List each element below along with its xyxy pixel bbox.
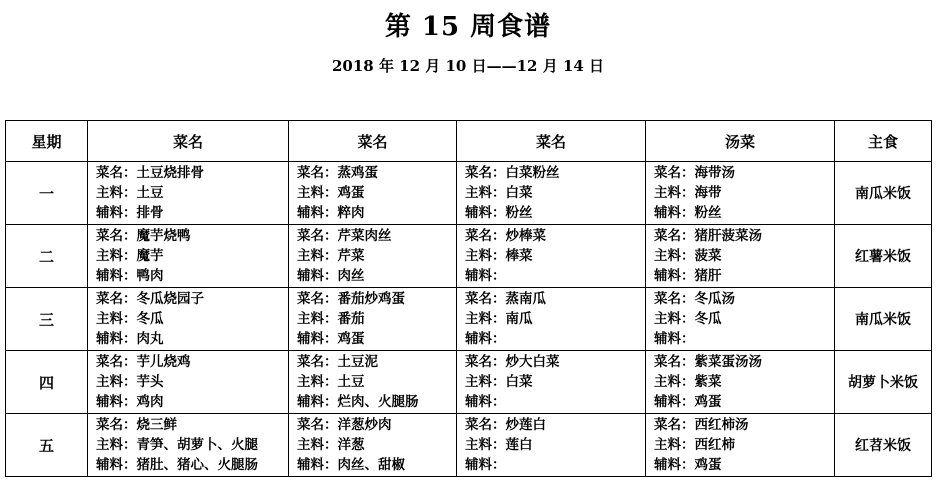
dish-cell — [88, 414, 289, 477]
dish-name-line: 菜名：白菜粉丝 — [465, 165, 560, 181]
table-row — [6, 288, 932, 351]
side-ingredient-line: 辅料：粹肉 — [297, 205, 365, 221]
main-ingredient-line: 主料：棒菜 — [465, 248, 533, 264]
table-header-row — [6, 121, 932, 162]
dish-cell — [289, 288, 457, 351]
staple-cell: 红苕米饭 — [835, 414, 932, 477]
dish-name-line: 菜名：土豆烧排骨 — [96, 165, 204, 181]
dish-name-line: 菜名：炒大白菜 — [465, 354, 560, 370]
dish-cell — [88, 288, 289, 351]
main-ingredient-line: 主料：鸡蛋 — [297, 185, 365, 201]
dish-name-line: 菜名：冬瓜汤 — [654, 291, 735, 307]
soup-cell — [646, 288, 835, 351]
dish-name-line: 菜名：海带汤 — [654, 165, 735, 181]
side-ingredient-line: 辅料：鸡肉 — [96, 394, 164, 410]
header-dish-1: 菜名 — [88, 121, 289, 162]
dish-name-line: 菜名：炒莲白 — [465, 417, 546, 433]
staple-cell: 胡萝卜米饭 — [835, 351, 932, 414]
side-ingredient-line: 辅料：鸡蛋 — [654, 394, 722, 410]
side-ingredient-line: 辅料： — [465, 268, 506, 284]
side-ingredient-line: 辅料：肉丝 — [297, 268, 365, 284]
main-ingredient-line: 主料：西红柿 — [654, 437, 735, 453]
main-ingredient-line: 主料：海带 — [654, 185, 722, 201]
main-ingredient-line: 主料：莲白 — [465, 437, 533, 453]
side-ingredient-line: 辅料：粉丝 — [654, 205, 722, 221]
header-weekday: 星期 — [6, 121, 88, 162]
soup-cell — [646, 225, 835, 288]
table-row — [6, 414, 932, 477]
side-ingredient-line: 辅料：排骨 — [96, 205, 164, 221]
main-ingredient-line: 主料：白菜 — [465, 185, 533, 201]
dish-name-line: 菜名：芹菜肉丝 — [297, 228, 392, 244]
side-ingredient-line: 辅料：鸡蛋 — [654, 457, 722, 473]
dish-cell — [289, 162, 457, 225]
main-ingredient-line: 主料：白菜 — [465, 374, 533, 390]
dish-name-line: 菜名：西红柿汤 — [654, 417, 749, 433]
side-ingredient-line: 辅料：烂肉、火腿肠 — [297, 394, 419, 410]
dish-cell — [457, 288, 646, 351]
dish-cell — [289, 225, 457, 288]
dish-cell — [88, 351, 289, 414]
dish-cell — [88, 162, 289, 225]
dish-name-line: 菜名：烧三鲜 — [96, 417, 177, 433]
side-ingredient-line: 辅料：粉丝 — [465, 205, 533, 221]
dish-cell — [457, 351, 646, 414]
side-ingredient-line: 辅料： — [465, 331, 506, 347]
side-ingredient-line: 辅料：猪肝 — [654, 268, 722, 284]
soup-cell — [646, 162, 835, 225]
dish-cell — [289, 351, 457, 414]
table-row — [6, 162, 932, 225]
weekday-cell: 二 — [6, 225, 88, 288]
side-ingredient-line: 辅料： — [654, 331, 695, 347]
side-ingredient-line: 辅料： — [465, 394, 506, 410]
page-title: 第 15 周食谱 — [384, 12, 552, 42]
dish-name-line: 菜名：蒸鸡蛋 — [297, 165, 378, 181]
dish-name-line: 菜名：芋儿烧鸡 — [96, 354, 191, 370]
main-ingredient-line: 主料：芋头 — [96, 374, 164, 390]
staple-cell: 南瓜米饭 — [835, 288, 932, 351]
dish-cell — [457, 225, 646, 288]
side-ingredient-line: 辅料：鸡蛋 — [297, 331, 365, 347]
dish-name-line: 菜名：魔芋烧鸭 — [96, 228, 191, 244]
header-soup: 汤菜 — [646, 121, 835, 162]
dish-name-line: 菜名：猪肝菠菜汤 — [654, 228, 762, 244]
dish-name-line: 菜名：紫菜蛋汤汤 — [654, 354, 762, 370]
dish-name-line: 菜名：冬瓜烧园子 — [96, 291, 204, 307]
dish-name-line: 菜名：炒棒菜 — [465, 228, 546, 244]
dish-name-line: 菜名：蒸南瓜 — [465, 291, 546, 307]
side-ingredient-line: 辅料：肉丝、甜椒 — [297, 457, 405, 473]
side-ingredient-line: 辅料：猪肚、猪心、火腿肠 — [96, 457, 258, 473]
header-dish-2: 菜名 — [289, 121, 457, 162]
main-ingredient-line: 主料：土豆 — [96, 185, 164, 201]
header-staple: 主食 — [835, 121, 932, 162]
header-dish-3: 菜名 — [457, 121, 646, 162]
main-ingredient-line: 主料：菠菜 — [654, 248, 722, 264]
dish-cell — [457, 414, 646, 477]
main-ingredient-line: 主料：青笋、胡萝卜、火腿 — [96, 437, 258, 453]
main-ingredient-line: 主料：紫菜 — [654, 374, 722, 390]
dish-cell — [457, 162, 646, 225]
main-ingredient-line: 主料：南瓜 — [465, 311, 533, 327]
table-row — [6, 225, 932, 288]
weekday-cell: 三 — [6, 288, 88, 351]
dish-name-line: 菜名：土豆泥 — [297, 354, 378, 370]
dish-cell — [88, 225, 289, 288]
dish-cell — [289, 414, 457, 477]
menu-table — [5, 120, 932, 477]
weekday-cell: 一 — [6, 162, 88, 225]
main-ingredient-line: 主料：土豆 — [297, 374, 365, 390]
main-ingredient-line: 主料：番茄 — [297, 311, 365, 327]
table-row — [6, 351, 932, 414]
side-ingredient-line: 辅料：肉丸 — [96, 331, 164, 347]
soup-cell — [646, 414, 835, 477]
main-ingredient-line: 主料：冬瓜 — [654, 311, 722, 327]
dish-name-line: 菜名：洋葱炒肉 — [297, 417, 392, 433]
main-ingredient-line: 主料：冬瓜 — [96, 311, 164, 327]
dish-name-line: 菜名：番茄炒鸡蛋 — [297, 291, 405, 307]
main-ingredient-line: 主料：魔芋 — [96, 248, 164, 264]
main-ingredient-line: 主料：芹菜 — [297, 248, 365, 264]
date-range: 2018 年 12 月 10 日——12 月 14 日 — [331, 57, 605, 75]
main-ingredient-line: 主料：洋葱 — [297, 437, 365, 453]
weekday-cell: 五 — [6, 414, 88, 477]
staple-cell: 红薯米饭 — [835, 225, 932, 288]
side-ingredient-line: 辅料： — [465, 457, 506, 473]
weekday-cell: 四 — [6, 351, 88, 414]
side-ingredient-line: 辅料：鸭肉 — [96, 268, 164, 284]
soup-cell — [646, 351, 835, 414]
staple-cell: 南瓜米饭 — [835, 162, 932, 225]
